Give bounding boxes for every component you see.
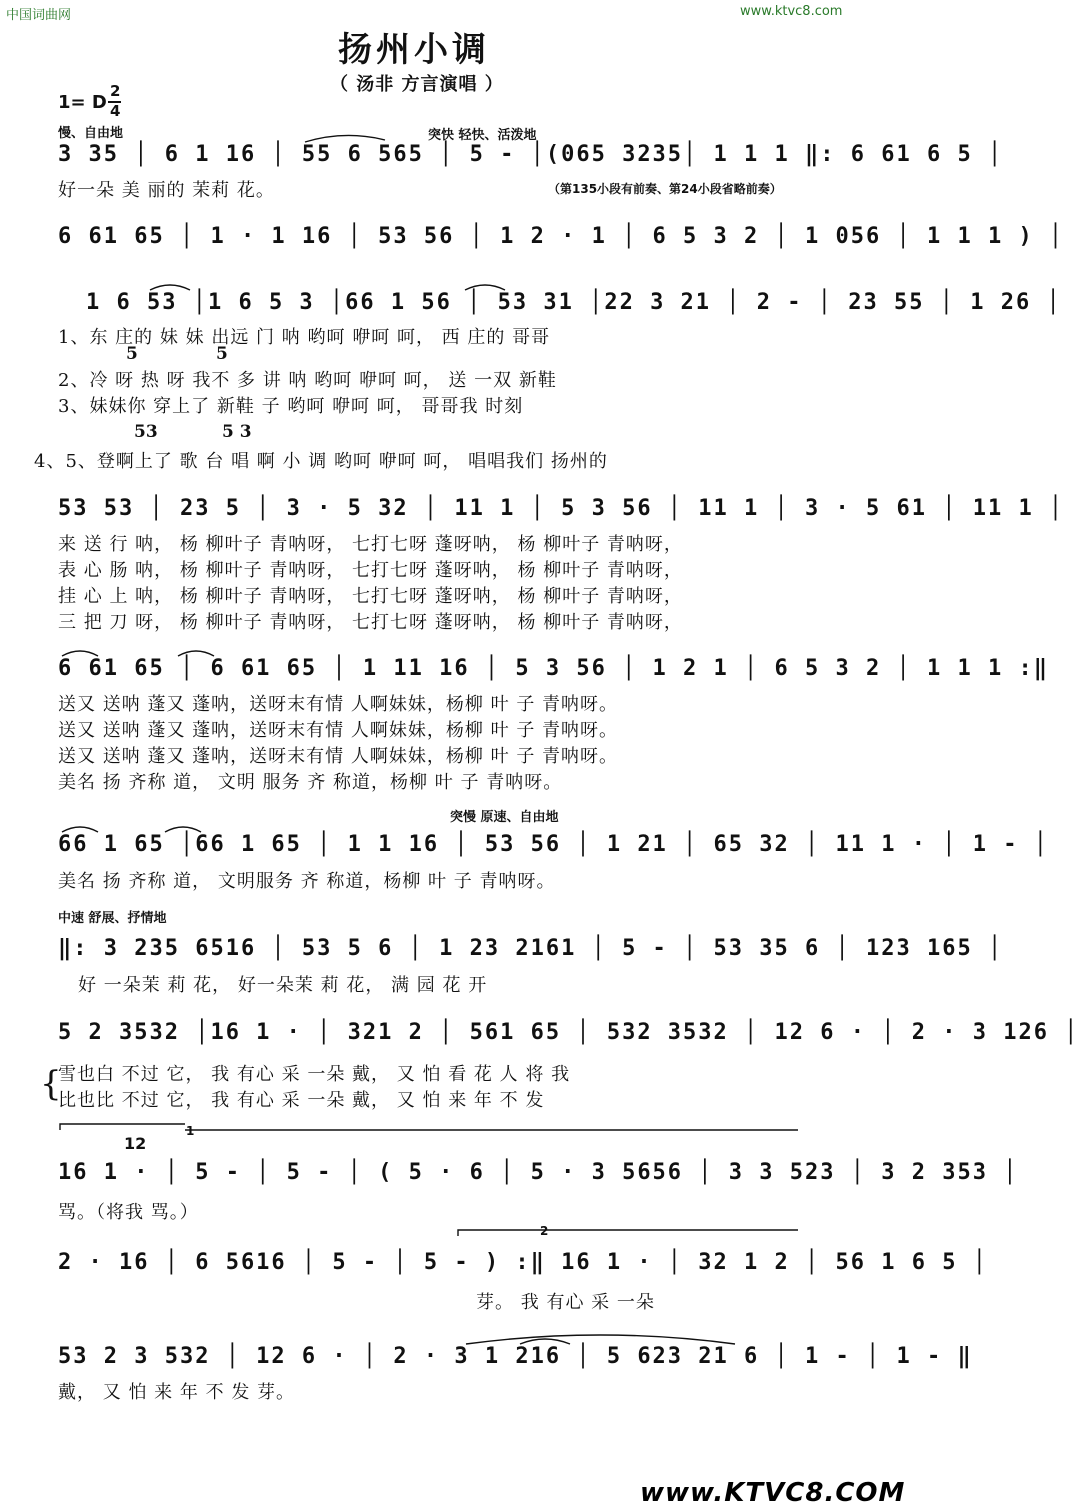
slur-7 (165, 827, 201, 832)
volta-1-mark: 12 (124, 1134, 147, 1153)
lyrics-line-5-verse-4: 美名 扬 齐称 道， 文明 服务 齐 称道，杨柳 叶 子 青呐呀。 (58, 772, 563, 793)
direction-medium: 中速 舒展、抒情地 (58, 911, 167, 926)
notation-line-9: 16 1 · │ 5 - │ 5 - │ ( 5 · 6 │ 5 · 3 5656 │ 3 3 523 │ 3 2 353 │ (58, 1160, 1019, 1185)
slur-6 (62, 827, 98, 832)
time-signature-top: 2 (110, 82, 121, 100)
volta-2-label: 2 (540, 1224, 549, 1238)
site-watermark-bottom: www.KTVC8.COM (640, 1478, 906, 1508)
notation-line-3: 1 6 53 │1 6 5 3 │66 1 56 │ 53 31 │22 3 21 │ 2 - │ 23 55 │ 1 26 │ (86, 290, 1062, 315)
lyrics-line-9: 骂。（将我 骂。） (58, 1202, 199, 1223)
lyrics-line-10: 芽。 我 有心 采 一朵 (476, 1292, 655, 1313)
lyrics-line-3-verse-4: 4、5、登啊上了 歌 台 唱 啊 小 调 哟呵 咿呵 呵， 唱唱我们 扬州的 (34, 451, 608, 472)
small-mark-2: 5 (216, 344, 228, 364)
lyrics-line-4-verse-4: 三 把 刀 呀， 杨 柳叶子 青呐呀， 七打七呀 蓬呀呐， 杨 柳叶子 青呐呀， (58, 612, 683, 633)
notation-line-2: 6 61 65 │ 1 · 1 16 │ 53 56 │ 1 2 · 1 │ 6 5 3 2 │ 1 056 │ 1 1 1 ) │ (58, 224, 1065, 249)
slur-4 (62, 651, 98, 656)
repeat-note: （第135小段有前奏、第24小段省略前奏） (548, 182, 782, 196)
direction-sudden-fast: 突快 轻快、活泼地 (428, 128, 537, 143)
slur-9 (466, 1335, 735, 1344)
slur-2 (150, 285, 190, 290)
direction-slow-free: 慢、自由地 (58, 126, 124, 141)
lyrics-line-6: 美名 扬 齐称 道， 文明服务 齐 称道，杨柳 叶 子 青呐呀。 (58, 871, 556, 892)
small-mark-1: 5 (126, 344, 138, 364)
lyrics-line-8-verse-2: 比也比 不过 它， 我 有心 采 一朵 戴， 又 怕 来 年 不 发 (58, 1090, 545, 1111)
direction-sudden-slow: 突慢 原速、自由地 (450, 810, 559, 825)
small-mark-4: 5 3 (222, 422, 252, 442)
lyrics-line-3-verse-3: 3、妹妹你 穿上了 新鞋 子 哟呵 咿呵 呵， 哥哥我 时刻 (58, 396, 524, 417)
notation-line-6: 66 1 65 │66 1 65 │ 1 1 16 │ 53 56 │ 1 21 │ 65 32 │ 11 1 · │ 1 - │ (58, 832, 1049, 857)
slur-8 (520, 1339, 570, 1344)
volta-bracket-2 (458, 1230, 798, 1236)
lyrics-line-8-verse-1: 雪也白 不过 它， 我 有心 采 一朵 戴， 又 怕 看 花 人 将 我 (58, 1064, 571, 1085)
verse-brace: { (40, 1064, 62, 1104)
notation-line-11: 53 2 3 532 │ 12 6 · │ 2 · 3 1 216 │ 5 623 21 6 │ 1 - │ 1 - ‖ (58, 1344, 973, 1369)
lyrics-line-5-verse-2: 送又 送呐 蓬又 蓬呐，送呀末有情 人啊妹妹，杨柳 叶 子 青呐呀。 (58, 720, 619, 741)
site-watermark-top-right: www.ktvc8.com (740, 4, 843, 19)
volta-bracket-1 (60, 1124, 185, 1130)
song-title: 扬州小调 (338, 30, 490, 70)
volta-1-label: 1 (186, 1124, 195, 1138)
site-watermark-top-left: 中国词曲网 (6, 8, 72, 23)
time-signature-bottom: 4 (110, 102, 121, 120)
notation-line-4: 53 53 │ 23 5 │ 3 · 5 32 │ 11 1 │ 5 3 56 │ 11 1 │ 3 · 5 61 │ 11 1 │ (58, 496, 1065, 521)
notation-line-7: ‖: 3 235 6516 │ 53 5 6 │ 1 23 2161 │ 5 - │ 53 35 6 │ 123 165 │ (58, 936, 1004, 961)
lyrics-line-3-verse-2: 2、冷 呀 热 呀 我不 多 讲 呐 哟呵 咿呵 呵， 送 一双 新鞋 (58, 370, 557, 391)
notation-line-8: 5 2 3532 │16 1 · │ 321 2 │ 561 65 │ 532 3532 │ 12 6 · │ 2 · 3 126 │ (58, 1020, 1079, 1045)
slur-1 (305, 135, 385, 142)
lyrics-line-4-verse-2: 表 心 肠 呐， 杨 柳叶子 青呐呀， 七打七呀 蓬呀呐， 杨 柳叶子 青呐呀， (58, 560, 683, 581)
notation-line-1: 3 35 │ 6 1 16 │ 55 6 565 │ 5 - │(065 3235│ 1 1 1 ‖: 6 61 6 5 │ (58, 142, 1004, 167)
lyrics-line-4-verse-3: 挂 心 上 呐， 杨 柳叶子 青呐呀， 七打七呀 蓬呀呐， 杨 柳叶子 青呐呀， (58, 586, 683, 607)
lyrics-line-7: 好 一朵茉 莉 花， 好一朵茉 莉 花， 满 园 花 开 (78, 975, 488, 996)
lyrics-line-3-verse-1: 1、东 庄的 妹 妹 出远 门 呐 哟呵 咿呵 呵， 西 庄的 哥哥 (58, 327, 551, 348)
slur-5 (178, 651, 214, 656)
small-mark-3: 53 (134, 422, 158, 442)
slur-3 (465, 285, 505, 290)
lyrics-line-5-verse-3: 送又 送呐 蓬又 蓬呐，送呀末有情 人啊妹妹，杨柳 叶 子 青呐呀。 (58, 746, 619, 767)
notation-line-5: 6 61 65 │ 6 61 65 │ 1 11 16 │ 5 3 56 │ 1 2 1 │ 6 5 3 2 │ 1 1 1 :‖ (58, 656, 1049, 681)
lyrics-line-1: 好一朵 美 丽的 茉莉 花。 (58, 180, 275, 201)
lyrics-line-11: 戴， 又 怕 来 年 不 发 芽。 (58, 1382, 296, 1403)
lyrics-line-5-verse-1: 送又 送呐 蓬又 蓬呐，送呀末有情 人啊妹妹，杨柳 叶 子 青呐呀。 (58, 694, 619, 715)
key-signature: 1= D (58, 92, 107, 113)
song-subtitle: （ 汤非 方言演唱 ） (330, 74, 504, 95)
notation-line-10: 2 · 16 │ 6 5616 │ 5 - │ 5 - ) :‖ 16 1 · │ 32 1 2 │ 56 1 6 5 │ (58, 1250, 988, 1275)
lyrics-line-4-verse-1: 来 送 行 呐， 杨 柳叶子 青呐呀， 七打七呀 蓬呀呐， 杨 柳叶子 青呐呀， (58, 534, 683, 555)
